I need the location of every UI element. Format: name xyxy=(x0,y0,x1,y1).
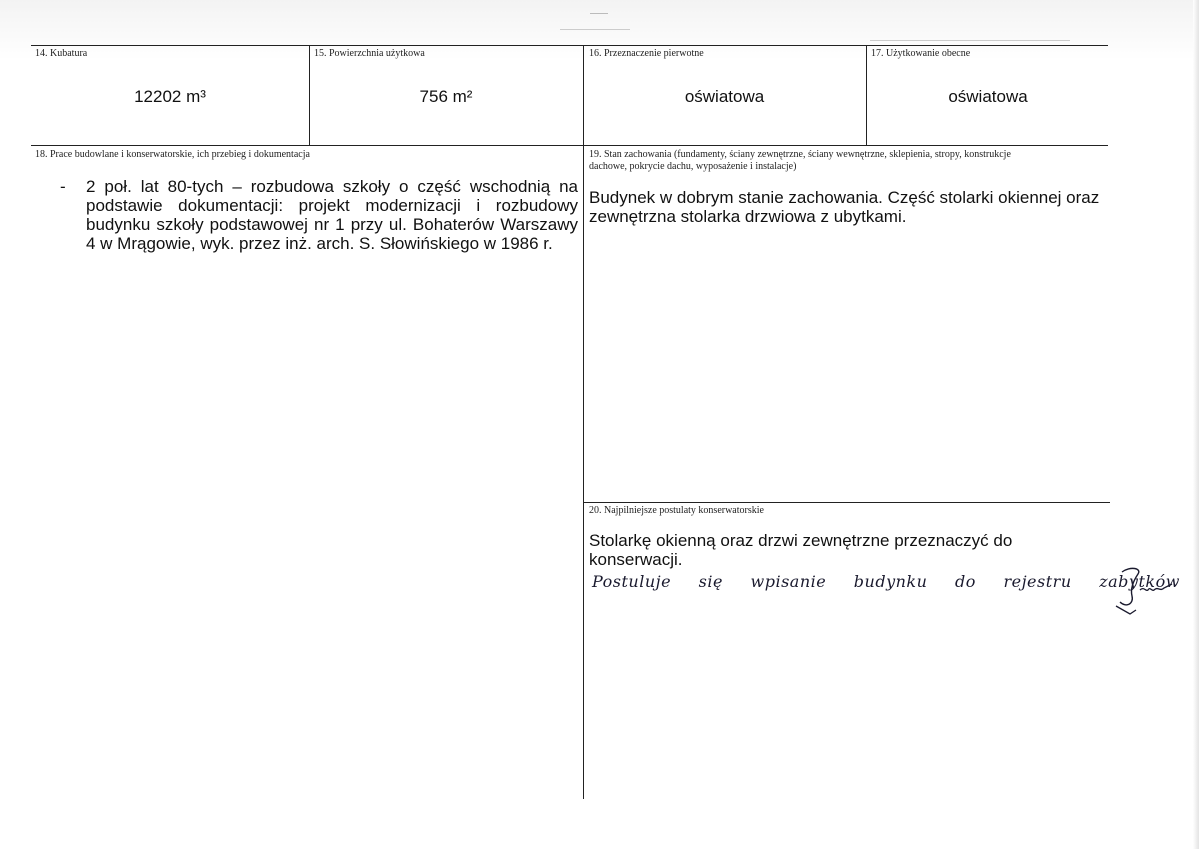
page-edge-shadow xyxy=(1193,0,1199,849)
scan-mark xyxy=(590,13,608,14)
handwritten-note: Postuluje się wpisanie budynku do rejestru zabytków xyxy=(592,572,1180,591)
kubatura-label: 14. Kubatura xyxy=(35,48,88,59)
prace-bullet: - xyxy=(60,177,66,196)
column-divider-2 xyxy=(583,45,584,799)
postulaty-text: Stolarkę okienną oraz drzwi zewnętrzne przeznaczyć do konserwacji. xyxy=(589,531,1013,569)
uzytkowanie-label: 17. Użytkowanie obecne xyxy=(871,48,971,59)
prace-label: 18. Prace budowlane i konserwatorskie, ich przebieg i dokumentacja xyxy=(35,149,310,160)
kubatura-value: 12202 m³ xyxy=(134,87,206,106)
row-divider-middle xyxy=(31,145,1108,146)
stan-text: Budynek w dobrym stanie zachowania. Część stolarki okiennej oraz zewnętrzna stolarka drzwiowa z ubytkami. xyxy=(589,188,1100,226)
scan-mark xyxy=(870,40,1070,41)
przeznaczenie-value: oświatowa xyxy=(684,87,765,106)
handwritten-signature xyxy=(1112,562,1176,618)
powierzchnia-value: 756 m² xyxy=(419,87,473,106)
stan-label-line1: 19. Stan zachowania (fundamenty, ściany zewnętrzne, ściany wewnętrzne, sklepienia, stropy, konstrukcje xyxy=(589,149,1011,160)
scan-mark xyxy=(560,29,630,30)
uzytkowanie-value: oświatowa xyxy=(948,87,1028,106)
row-divider-postulaty xyxy=(583,502,1110,503)
postulaty-label: 20. Najpilniejsze postulaty konserwatorskie xyxy=(589,505,764,516)
prace-text: 2 poł. lat 80-tych – rozbudowa szkoły o część wschodnią na podstawie dokumentacji: projekt modernizacji i rozbudowy budynku szkoły podstawowej nr 1 przy ul. Bohaterów Warszawy 4 w Mrągowie, wyk. przez inż. arch. S. Słowińskiego w 1986 r. xyxy=(86,177,578,253)
powierzchnia-label: 15. Powierzchnia użytkowa xyxy=(314,48,425,59)
przeznaczenie-label: 16. Przeznaczenie pierwotne xyxy=(589,48,704,59)
row-divider-top xyxy=(31,45,1108,46)
stan-label-line2: dachowe, pokrycie dachu, wyposażenie i instalacje) xyxy=(589,161,797,172)
